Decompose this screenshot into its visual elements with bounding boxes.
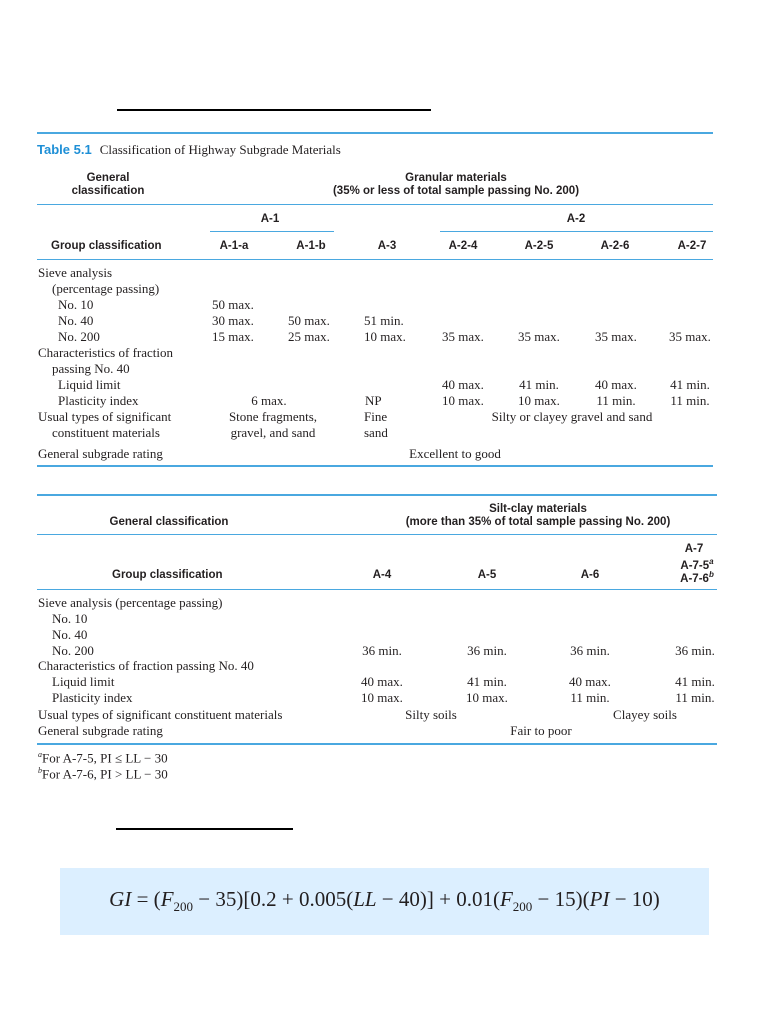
- general-classification-line2: classification: [71, 185, 145, 197]
- cell-a3-no200: 10 max.: [364, 329, 406, 344]
- t2-header-divider-2: [37, 589, 717, 590]
- formula-part2: − 40)] + 0.01(: [376, 887, 500, 912]
- middle-rule: [116, 828, 293, 830]
- formula-f200-a: F: [160, 887, 174, 912]
- formula-sub-200-a: 200: [173, 899, 194, 915]
- cell-a27-no200: 35 max.: [669, 329, 711, 344]
- cell-a27-ll: 41 min.: [670, 377, 710, 392]
- row-constituent: constituent materials: [52, 425, 160, 440]
- cell-a5-pi: 10 max.: [466, 690, 508, 705]
- group-a25: A-2-5: [524, 240, 554, 252]
- cell-a3-pi: NP: [365, 393, 382, 408]
- cell-a1a-no10: 50 max.: [212, 297, 254, 312]
- group-a2-heading: A-2: [566, 213, 586, 225]
- cell-a25-no200: 35 max.: [518, 329, 560, 344]
- t2-header-divider-1: [37, 534, 717, 535]
- group-a27: A-2-7: [677, 240, 707, 252]
- cell-a3-materials-1: Fine: [364, 409, 388, 424]
- group-a76-text: A-7-6: [680, 572, 709, 585]
- footnote-b-text: For A-7-6, PI > LL − 30: [42, 766, 168, 782]
- granular-heading: Granular materials: [405, 172, 507, 184]
- cell-a4-ll: 40 max.: [361, 674, 403, 689]
- cell-a1a-no200: 15 max.: [212, 329, 254, 344]
- cell-a24-ll: 40 max.: [442, 377, 484, 392]
- group-a76-sup: b: [708, 570, 714, 579]
- cell-a25-ll: 41 min.: [519, 377, 559, 392]
- formula-part1: − 35)[0.2 + 0.005(: [193, 887, 354, 912]
- group-a1b: A-1-b: [296, 240, 326, 252]
- row-subgrade-rating: General subgrade rating: [38, 446, 163, 461]
- cell-a4-no200: 36 min.: [362, 643, 402, 658]
- group-index-formula: [60, 868, 709, 935]
- formula-part3: − 15)(: [532, 887, 590, 912]
- cell-a6-ll: 40 max.: [569, 674, 611, 689]
- group-classification-label: Group classification: [51, 240, 162, 252]
- cell-a26-ll: 40 max.: [595, 377, 637, 392]
- cell-a6-pi: 11 min.: [570, 690, 610, 705]
- formula-sub-200-b: 200: [512, 899, 533, 915]
- cell-a3-materials-2: sand: [364, 425, 388, 440]
- t2-row-char-fraction: Characteristics of fraction passing No. 40: [38, 658, 254, 673]
- row-usual-types: Usual types of significant: [38, 409, 172, 424]
- cell-a4-pi: 10 max.: [361, 690, 403, 705]
- siltclay-subheading: (more than 35% of total sample passing No. 200): [405, 516, 671, 528]
- t2-row-sieve-analysis: Sieve analysis (percentage passing): [38, 595, 223, 610]
- footnote-b-sup: b: [38, 766, 42, 775]
- siltclay-heading: Silt-clay materials: [489, 503, 587, 515]
- cell-rating-siltclay: Fair to poor: [510, 723, 572, 738]
- cell-a26-pi: 11 min.: [596, 393, 636, 408]
- row-char-fraction: Characteristics of fraction: [38, 345, 173, 360]
- cell-a1-materials-2: gravel, and sand: [230, 425, 316, 440]
- cell-a1b-no200: 25 max.: [288, 329, 330, 344]
- group-a6: A-6: [580, 569, 600, 581]
- cell-a24-pi: 10 max.: [442, 393, 484, 408]
- cell-a5-no200: 36 min.: [467, 643, 507, 658]
- group-a7: A-7: [684, 543, 704, 555]
- formula-part4: − 10): [609, 887, 660, 912]
- group-a1-heading: A-1: [260, 213, 280, 225]
- header-divider-2: [37, 259, 713, 260]
- cell-clayey-soils: Clayey soils: [613, 707, 677, 722]
- t2-row-no10: No. 10: [52, 611, 88, 626]
- table-title: [37, 142, 341, 158]
- cell-a7-pi: 11 min.: [675, 690, 715, 705]
- t2-row-usual-types: Usual types of significant constituent materials: [38, 707, 283, 722]
- group-a3: A-3: [377, 240, 397, 252]
- footnote-a-text: For A-7-5, PI ≤ LL − 30: [42, 750, 168, 766]
- t2-row-no200: No. 200: [52, 643, 94, 658]
- cell-a24-no200: 35 max.: [442, 329, 484, 344]
- group-a4: A-4: [372, 569, 392, 581]
- cell-a6-no200: 36 min.: [570, 643, 610, 658]
- cell-a26-no200: 35 max.: [595, 329, 637, 344]
- t2-row-subgrade-rating: General subgrade rating: [38, 723, 163, 738]
- cell-a1-pi: 6 max.: [251, 393, 287, 408]
- table-top-border: [37, 132, 713, 134]
- footnote-b: [38, 763, 168, 782]
- formula-pi: PI: [589, 887, 610, 912]
- group-a1a: A-1-a: [219, 240, 249, 252]
- header-divider-1: [37, 204, 713, 205]
- group-a26: A-2-6: [600, 240, 630, 252]
- footnote-a-sup: a: [38, 750, 42, 759]
- cell-rating-granular: Excellent to good: [409, 446, 501, 461]
- cell-a1a-no40: 30 max.: [212, 313, 254, 328]
- group-a76: [680, 567, 714, 587]
- cell-a7-no200: 36 min.: [675, 643, 715, 658]
- t2-group-classification-label: Group classification: [112, 569, 223, 581]
- group-a75-text: A-7-5: [680, 559, 710, 572]
- cell-a1-materials-1: Stone fragments,: [228, 409, 318, 424]
- row-percentage-passing: (percentage passing): [52, 281, 160, 296]
- formula-eq: = (: [131, 887, 161, 912]
- general-classification-line1: General: [86, 172, 130, 184]
- granular-subheading: (35% or less of total sample passing No. 200): [332, 185, 580, 197]
- cell-a1b-no40: 50 max.: [288, 313, 330, 328]
- row-passing-no40: passing No. 40: [52, 361, 130, 376]
- cell-silty-soils: Silty soils: [405, 707, 457, 722]
- cell-a25-pi: 10 max.: [518, 393, 560, 408]
- table2-bottom-border: [37, 743, 717, 745]
- a2-underline: [440, 231, 713, 232]
- row-no10: No. 10: [58, 297, 94, 312]
- a1-underline: [210, 231, 334, 232]
- row-plasticity-index: Plasticity index: [58, 393, 139, 408]
- formula-ll: LL: [353, 887, 377, 912]
- group-a75-sup: a: [709, 557, 714, 566]
- cell-a3-no40: 51 min.: [364, 313, 404, 328]
- group-a24: A-2-4: [448, 240, 478, 252]
- formula-gi: GI: [109, 887, 132, 912]
- table-bottom-border: [37, 465, 713, 467]
- row-sieve-analysis: Sieve analysis: [38, 265, 113, 280]
- row-no40: No. 40: [58, 313, 94, 328]
- row-liquid-limit: Liquid limit: [58, 377, 121, 392]
- t2-row-plasticity-index: Plasticity index: [52, 690, 133, 705]
- cell-a7-ll: 41 min.: [675, 674, 715, 689]
- group-a5: A-5: [477, 569, 497, 581]
- row-no200: No. 200: [58, 329, 100, 344]
- table2-top-border: [37, 494, 717, 496]
- table-title-text: Classification of Highway Subgrade Materials: [99, 142, 341, 157]
- cell-a5-ll: 41 min.: [467, 674, 507, 689]
- t2-row-liquid-limit: Liquid limit: [52, 674, 115, 689]
- table-label: Table 5.1: [37, 142, 92, 157]
- cell-a2-materials: Silty or clayey gravel and sand: [491, 409, 653, 424]
- formula-f200-b: F: [499, 887, 513, 912]
- t2-general-classification: General classification: [109, 516, 229, 528]
- cell-a27-pi: 11 min.: [670, 393, 710, 408]
- t2-row-no40: No. 40: [52, 627, 88, 642]
- top-rule: [117, 109, 431, 111]
